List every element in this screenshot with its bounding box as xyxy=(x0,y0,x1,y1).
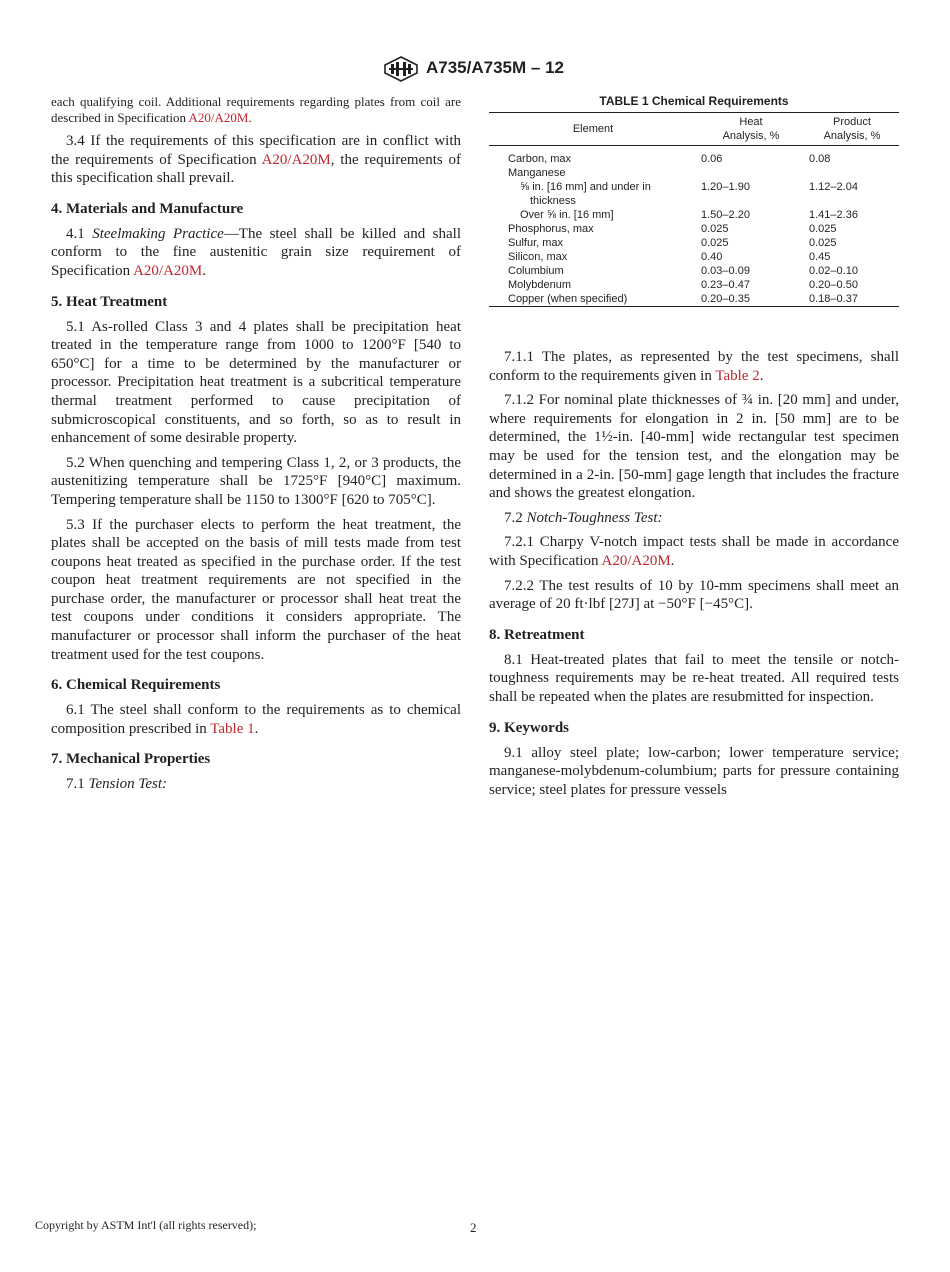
section-heading-6: 6. Chemical Requirements xyxy=(51,677,221,694)
section-heading-9: 9. Keywords xyxy=(489,719,569,736)
table-row: Molybdenum 0.23–0.47 0.20–0.50 xyxy=(508,279,858,291)
table-row: Carbon, max 0.06 0.08 xyxy=(508,153,831,165)
paragraph-7-2: 7.2 Notch-Toughness Test: xyxy=(504,509,663,526)
link-a20[interactable]: A20/A20M xyxy=(133,262,203,279)
paragraph-8-1: 8.1 Heat-treated plates that fail to meet the tensile or notch-toughness requirements may be re-heat treated. All required tests shall be repeated when the plates are resubmitted for inspection. xyxy=(489,651,899,705)
paragraph-7-2-2: 7.2.2 The test results of 10 by 10-mm specimens shall meet an average of 20 ft·lbf [27J] at −50°F [−45°C]. xyxy=(489,577,899,613)
link-a20[interactable]: A20/A20M xyxy=(601,552,671,569)
paragraph-4-1: 4.1 Steelmaking Practice—The steel shall be killed and shall conform to the fine austenitic grain size requirement of Specification A20/A20M. xyxy=(51,225,461,279)
link-a20[interactable]: A20/A20M xyxy=(188,110,249,125)
copyright-footer: Copyright by ASTM Int'l (all rights reserved); xyxy=(35,1218,257,1232)
page-header xyxy=(0,56,950,82)
page-number: 2 xyxy=(470,1220,477,1235)
paragraph-5-2: 5.2 When quenching and tempering Class 1, 2, or 3 products, the austenitizing temperature shall be 1725°F [940°C] maximum. Tempering temperature shall be 1150 to 1300°F [620 to 705°C]. xyxy=(51,454,461,508)
header-product-analysis: Product Analysis, % xyxy=(805,113,899,146)
paragraph-6-1: 6.1 The steel shall conform to the requirements as to chemical composition prescribed in Table 1. xyxy=(51,702,461,737)
paragraph-7-2-1: 7.2.1 Charpy V-notch impact tests shall be made in accordance with Specification A20/A20M. xyxy=(489,534,899,569)
left-column xyxy=(51,94,461,800)
right-column xyxy=(489,348,899,805)
link-table-2[interactable]: Table 2 xyxy=(715,367,760,384)
document-designation: A735/A735M – 12 xyxy=(426,58,564,77)
paragraph-7-1: 7.1 Tension Test: xyxy=(66,776,168,793)
table-row: Silicon, max 0.40 0.45 xyxy=(508,251,831,263)
section-heading-8: 8. Retreatment xyxy=(489,626,585,643)
astm-logo-icon xyxy=(382,56,420,82)
paragraph-3-4: 3.4 If the requirements of this specification are in conflict with the requirements of Specification A20/A20M, the requirements of this specification shall prevail. xyxy=(51,133,462,187)
table-grid xyxy=(489,112,899,307)
table-row: Manganese xyxy=(508,167,566,179)
section-heading-5: 5. Heat Treatment xyxy=(51,293,168,310)
table-header-row xyxy=(489,113,899,146)
table-row: Sulfur, max 0.025 0.025 xyxy=(508,237,837,249)
link-table-1[interactable]: Table 1 xyxy=(210,720,255,737)
table-row: Columbium 0.03–0.09 0.02–0.10 xyxy=(508,265,858,277)
paragraph-7-1-1: 7.1.1 The plates, as represented by the test specimens, shall conform to the requirements given in Table 2. xyxy=(489,349,899,384)
paragraph-9-1: 9.1 alloy steel plate; low-carbon; lower temperature service; manganese-molybdenum-columbium; parts for pressure containing service; steel plates for pressure vessels xyxy=(489,744,899,798)
paragraph-7-1-2: 7.1.2 For nominal plate thicknesses of ¾ in. [20 mm] and under, where requirements for elongation in 2 in. [50 mm] are to be determined, the 1½-in. [40-mm] wide rectangular test specimen may be used for the tension test, and the elongation may be determined in a 2-in. [50-mm] gage length that includes the fracture and shows the greatest elongation. xyxy=(489,392,899,502)
paragraph-5-1: 5.1 As-rolled Class 3 and 4 plates shall be precipitation heat treated in the temperature range from 1000 to 1200°F [540 to 650°C] for a time to be determined by the manufacturer or processor. Precipitation heat treatment is a subcritical temperature thermal treatment performed to cause precipitation of submicroscopical constituents, and so forth, so as to result in enhancement of some desirable property. xyxy=(51,318,461,447)
link-a20[interactable]: A20/A20M xyxy=(261,151,331,168)
chemical-requirements-table xyxy=(489,94,899,307)
table-row: ⅝ in. [16 mm] and under in thickness 1.20–1.90 1.12–2.04 xyxy=(520,181,858,207)
section-heading-7: 7. Mechanical Properties xyxy=(51,751,211,768)
table-row: Phosphorus, max 0.025 0.025 xyxy=(508,223,837,235)
table-title: TABLE 1 Chemical Requirements xyxy=(599,94,789,108)
paragraph-intro: each qualifying coil. Additional requirements regarding plates from coil are described in Specification A20/A20M. xyxy=(51,94,461,125)
header-element: Element xyxy=(489,113,697,146)
table-row: Over ⅝ in. [16 mm] 1.50–2.20 1.41–2.36 xyxy=(520,209,858,221)
table-row: Copper (when specified) 0.20–0.35 0.18–0.37 xyxy=(508,293,858,305)
paragraph-5-3: 5.3 If the purchaser elects to perform the heat treatment, the plates shall be accepted on the basis of mill tests made from test coupons heat treated as specified in the purchase order. If the test coupon heat treatment requirements are not specified in the purchase order, the manufacturer or processor shall heat treat the test coupons under conditions it considers appropriate. The manufacturer or processor shall inform the purchaser of the heat treatment used for the test coupons. xyxy=(51,516,461,663)
header-heat-analysis: Heat Analysis, % xyxy=(697,113,805,146)
section-heading-4: 4. Materials and Manufacture xyxy=(51,200,244,217)
